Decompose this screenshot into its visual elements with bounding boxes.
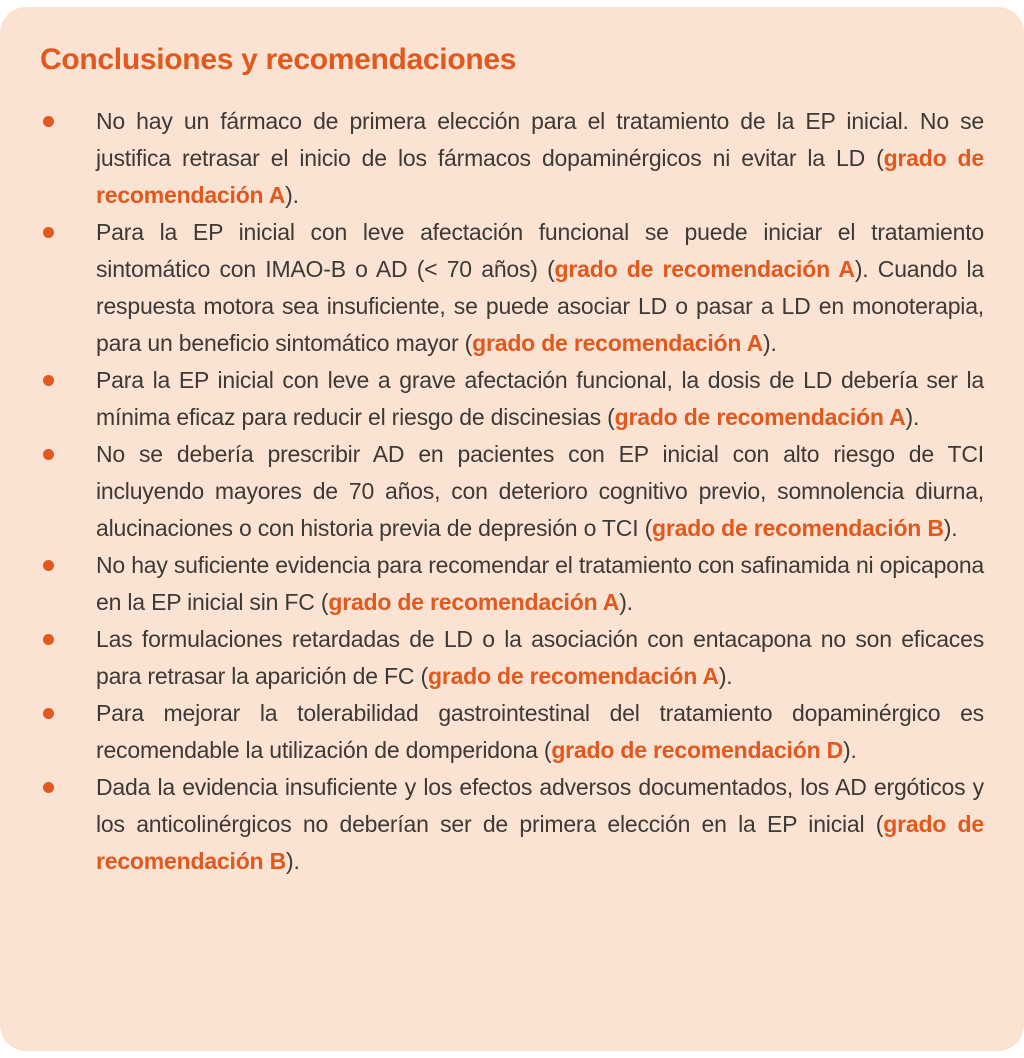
recommendation-text: ). (718, 663, 733, 689)
recommendation-text: Las formulaciones retardadas de LD o la asociación con entacapona no son eficaces para retrasar la aparición de FC ( (96, 626, 984, 689)
list-item (40, 103, 984, 214)
bullet-icon (43, 227, 54, 238)
recommendation-text: ). (843, 737, 857, 763)
recommendation-grade: grado de recomendación A (328, 589, 620, 615)
recommendation-text: Para la EP inicial con leve afectación funcional se puede iniciar el tratamiento sintomático con IMAO-B o AD (< 70 años) ( (96, 219, 984, 282)
bullet-icon (43, 708, 54, 719)
recommendation-text: Para mejorar la tolerabilidad gastrointestinal del tratamiento dopaminérgico es recomendable la utilización de domperidona ( (96, 700, 984, 763)
list-item (40, 362, 984, 436)
list-item (40, 436, 984, 547)
recommendation-text: ). (762, 330, 777, 356)
bullet-icon (43, 116, 54, 127)
recommendation-grade: grado de recomendación A (614, 404, 906, 430)
recommendation-grade: grado de recomendación D (551, 737, 844, 763)
recommendation-text: Para la EP inicial con leve a grave afectación funcional, la dosis de LD debería ser la mínima eficaz para reducir el riesgo de discinesias ( (96, 367, 984, 430)
recommendation-text: ). (619, 589, 633, 615)
recommendation-text: No se debería prescribir AD en pacientes con EP inicial con alto riesgo de TCI incluyendo mayores de 70 años, con deterioro cognitivo previo, somnolencia diurna, alucinaciones o con historia previa de depresión o TCI ( (96, 441, 984, 541)
bullet-icon (43, 634, 54, 645)
recommendation-text: ). (286, 848, 300, 874)
recommendation-grade: grado de recomendación A (427, 663, 719, 689)
recommendations-list (40, 103, 984, 880)
recommendation-grade: grado de recomendación A (472, 330, 763, 356)
conclusions-panel (0, 7, 1024, 1051)
recommendation-grade: grado de recomendación A (554, 256, 855, 282)
recommendation-text: No hay un fármaco de primera elección para el tratamiento de la EP inicial. No se justifica retrasar el inicio de los fármacos dopaminérgicos ni evitar la LD ( (96, 108, 984, 171)
recommendation-text: ). Cuando la respuesta motora sea insuficiente, se puede asociar LD o pasar a LD en monoterapia, para un beneficio sintomático mayor ( (96, 256, 984, 356)
recommendation-text: ). (943, 515, 958, 541)
list-item (40, 547, 984, 621)
recommendation-text: ). (285, 182, 299, 208)
recommendation-text: ). (905, 404, 920, 430)
bullet-icon (43, 375, 54, 386)
bullet-icon (43, 560, 54, 571)
list-item (40, 621, 984, 695)
recommendation-grade: grado de recomendación A (96, 145, 984, 208)
recommendation-grade: grado de recomendación B (652, 515, 944, 541)
list-item (40, 214, 984, 362)
panel-title: Conclusiones y recomendaciones (40, 43, 517, 76)
recommendation-grade: grado de recomendación B (96, 811, 984, 874)
list-item (40, 769, 984, 880)
bullet-icon (43, 782, 54, 793)
bullet-icon (43, 449, 54, 460)
recommendation-text: No hay suficiente evidencia para recomendar el tratamiento con safinamida ni opicapona en la EP inicial sin FC ( (96, 552, 984, 615)
list-item (40, 695, 984, 769)
recommendation-text: Dada la evidencia insuficiente y los efectos adversos documentados, los AD ergóticos y los anticolinérgicos no deberían ser de primera elección en la EP inicial ( (96, 774, 984, 837)
